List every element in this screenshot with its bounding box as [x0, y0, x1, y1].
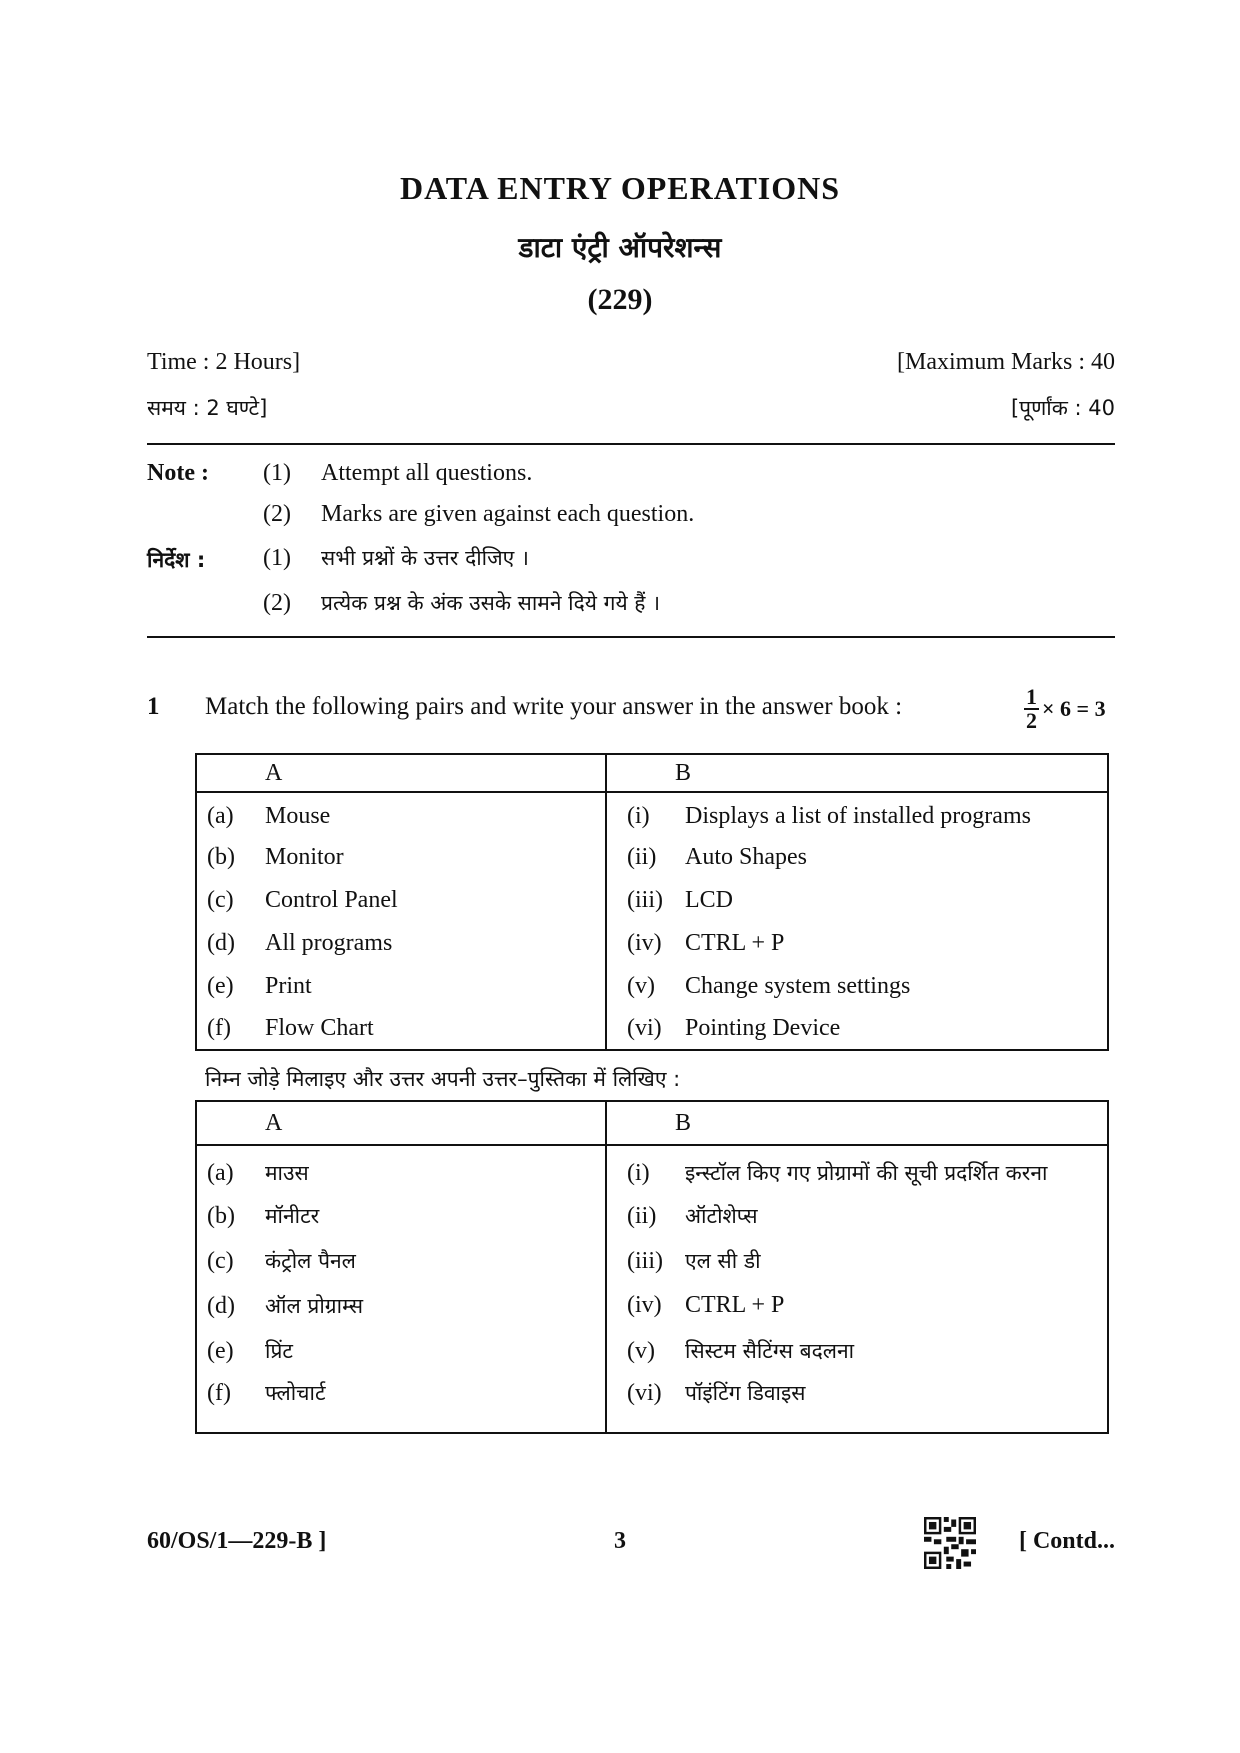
cell-a: प्रिंट — [265, 1338, 293, 1363]
note-line-hi-2 — [263, 589, 660, 617]
cell-b: CTRL + P — [685, 1292, 785, 1318]
table-row — [196, 1008, 1108, 1050]
cell-b: सिस्टम सैटिंग्स बदलना — [685, 1338, 855, 1363]
time-hi: समय : 2 घण्टे] — [147, 396, 268, 420]
table-row — [196, 1328, 1108, 1373]
note-num: (1) — [263, 545, 291, 571]
divider-top — [147, 443, 1115, 445]
row-label-a: (d) — [207, 930, 235, 956]
row-label-b: (iv) — [627, 1292, 662, 1318]
row-label-b: (iv) — [627, 930, 662, 956]
continued-label: [ Contd... — [1018, 1528, 1115, 1554]
row-label-b: (v) — [627, 1337, 655, 1364]
row-label-a: (a) — [207, 803, 234, 829]
column-header-b: B — [606, 1101, 1108, 1145]
cell-a: Print — [265, 973, 312, 999]
cell-b: Pointing Device — [685, 1015, 841, 1041]
page-title-hindi: डाटा एंट्री ऑपरेशन्स — [518, 231, 722, 264]
marks-numerator: 1 — [1026, 684, 1037, 709]
row-label-b: (i) — [627, 803, 650, 829]
cell-a: कंट्रोल पैनल — [265, 1248, 356, 1273]
row-label-a: (f) — [207, 1380, 231, 1406]
row-label-a: (b) — [207, 844, 235, 870]
row-label-a: (e) — [207, 1337, 234, 1364]
match-table-en — [195, 753, 1109, 1051]
row-label-b: (ii) — [627, 844, 657, 870]
column-header-b: B — [606, 754, 1108, 792]
match-table-hi — [195, 1100, 1109, 1434]
note-num: (2) — [263, 501, 291, 527]
subject-code: (229) — [587, 283, 653, 316]
cell-b: पॉइंटिंग डिवाइस — [685, 1381, 806, 1405]
table-row — [196, 1193, 1108, 1238]
note-text-hindi: प्रत्येक प्रश्न के अंक उसके सामने दिये गये हैं । — [321, 591, 661, 615]
table-row — [196, 965, 1108, 1008]
qr-code-icon — [924, 1517, 976, 1569]
cell-b: इन्स्टॉल किए गए प्रोग्रामों की सूची प्रदर्शित करना — [685, 1160, 1048, 1185]
question-text-hindi: निम्न जोड़े मिलाइए और उत्तर अपनी उत्तर–पुस्तिका में लिखिए : — [205, 1067, 681, 1091]
note-label-hindi: निर्देश : — [147, 548, 206, 572]
paper-code: 60/OS/1—229-B ] — [147, 1528, 327, 1554]
note-text: Attempt all questions. — [321, 460, 533, 486]
cell-b: ऑटोशेप्स — [685, 1203, 758, 1228]
time-en: Time : 2 Hours] — [147, 349, 301, 375]
cell-b: एल सी डी — [685, 1248, 761, 1273]
row-label-b: (iii) — [627, 887, 663, 913]
cell-a: Mouse — [265, 803, 331, 829]
question-marks — [1024, 686, 1106, 732]
row-label-a: (e) — [207, 973, 234, 999]
cell-b: Change system settings — [685, 973, 911, 999]
cell-a: Monitor — [265, 844, 344, 870]
table-row — [196, 1145, 1108, 1193]
row-label-b: (v) — [627, 973, 655, 999]
row-label-b: (i) — [627, 1159, 650, 1186]
marks-en: [Maximum Marks : 40 — [897, 349, 1115, 375]
table-row — [196, 792, 1108, 836]
cell-a: माउस — [265, 1160, 309, 1185]
question-number: 1 — [147, 693, 160, 720]
cell-a: Control Panel — [265, 887, 398, 913]
note-line-1 — [263, 460, 532, 487]
page-number: 3 — [614, 1528, 626, 1554]
row-label-a: (c) — [207, 887, 234, 913]
table-row — [196, 922, 1108, 965]
note-label: Note : — [147, 460, 209, 486]
cell-b: Displays a list of installed programs — [685, 803, 1031, 829]
cell-a: All programs — [265, 930, 393, 956]
row-label-b: (vi) — [627, 1380, 662, 1406]
row-label-a: (b) — [207, 1202, 235, 1229]
column-header-a: A — [196, 754, 606, 792]
cell-b: CTRL + P — [685, 930, 785, 956]
divider-bottom — [147, 636, 1115, 638]
marks-hi: [पूर्णांक : 40 — [1010, 396, 1115, 420]
row-label-b: (iii) — [627, 1247, 663, 1274]
note-line-2 — [263, 501, 694, 528]
table-row — [196, 1373, 1108, 1433]
note-num: (1) — [263, 460, 291, 486]
table-row — [196, 879, 1108, 922]
page-title: DATA ENTRY OPERATIONS — [399, 170, 841, 206]
cell-b: LCD — [685, 887, 733, 913]
marks-rest: × 6 = 3 — [1042, 696, 1106, 721]
note-line-hi-1 — [263, 544, 529, 572]
marks-denominator: 2 — [1026, 708, 1037, 733]
row-label-a: (a) — [207, 1159, 234, 1186]
table-row — [196, 1238, 1108, 1283]
cell-a: ऑल प्रोग्राम्स — [265, 1293, 364, 1318]
cell-b: Auto Shapes — [685, 844, 807, 870]
row-label-b: (ii) — [627, 1202, 657, 1229]
question-text: Match the following pairs and write your answer in the answer book : — [205, 693, 903, 720]
note-num: (2) — [263, 590, 291, 616]
cell-a: Flow Chart — [265, 1015, 374, 1041]
column-header-a: A — [196, 1101, 606, 1145]
table-row — [196, 836, 1108, 879]
note-text-hindi: सभी प्रश्नों के उत्तर दीजिए । — [321, 546, 529, 570]
table-row — [196, 1283, 1108, 1328]
row-label-a: (c) — [207, 1247, 234, 1274]
row-label-a: (f) — [207, 1015, 231, 1041]
row-label-a: (d) — [207, 1292, 235, 1319]
cell-a: मॉनीटर — [265, 1203, 320, 1228]
note-text: Marks are given against each question. — [321, 501, 695, 527]
row-label-b: (vi) — [627, 1015, 662, 1041]
cell-a: फ्लोचार्ट — [265, 1381, 326, 1405]
